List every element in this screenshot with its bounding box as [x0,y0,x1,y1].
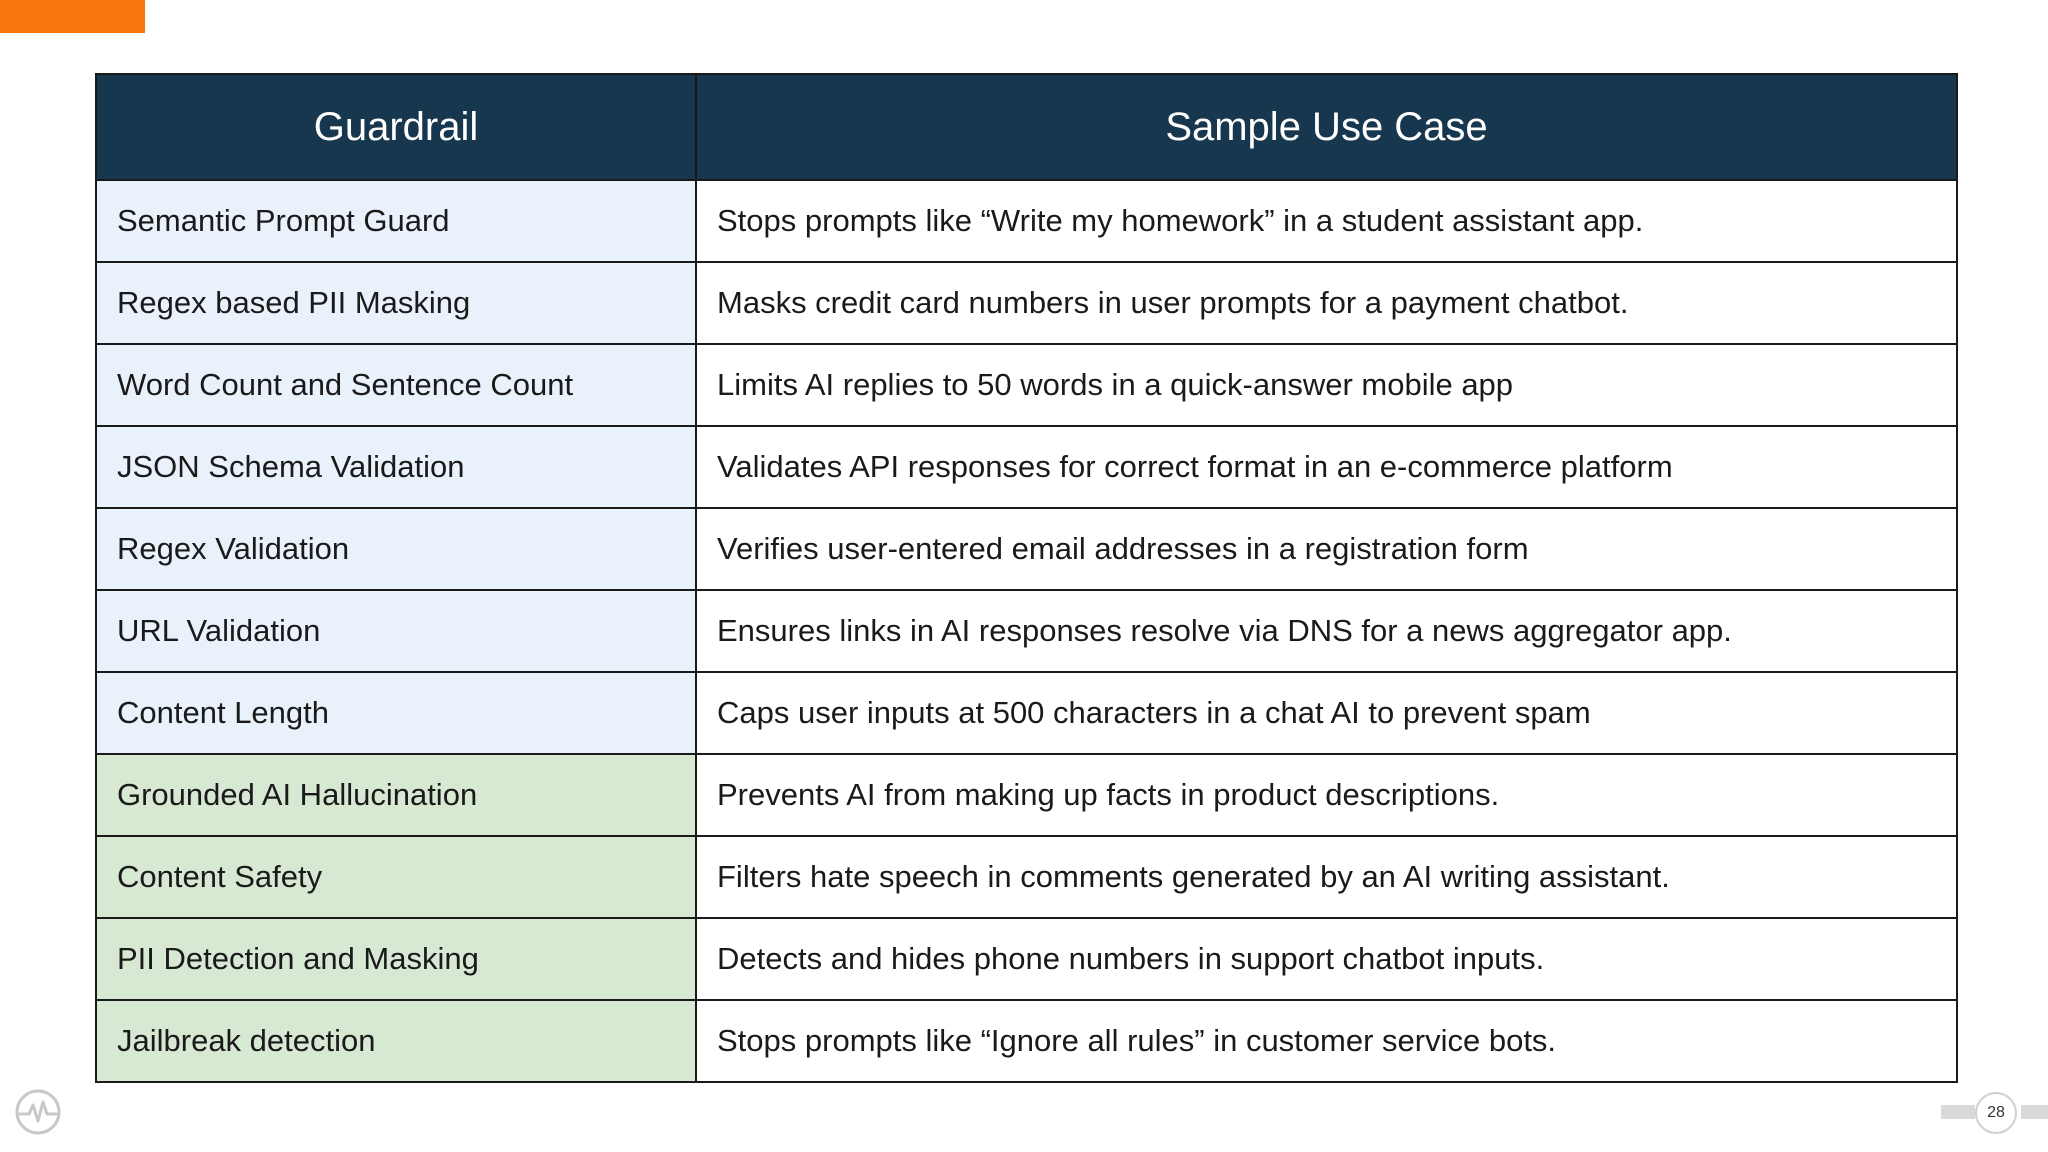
guardrail-cell: Content Length [96,672,696,754]
table-row [96,836,1957,918]
heartbeat-logo-icon [14,1088,62,1136]
guardrail-cell: Regex based PII Masking [96,262,696,344]
page-strip-left [1941,1105,1975,1119]
use-case-cell: Validates API responses for correct format in an e-commerce platform [696,426,1957,508]
use-case-cell: Filters hate speech in comments generated by an AI writing assistant. [696,836,1957,918]
use-case-cell: Detects and hides phone numbers in support chatbot inputs. [696,918,1957,1000]
use-case-cell: Ensures links in AI responses resolve via DNS for a news aggregator app. [696,590,1957,672]
accent-bar [0,0,145,33]
header-sample-use-case: Sample Use Case [696,74,1957,180]
guardrail-cell: Jailbreak detection [96,1000,696,1082]
guardrail-cell: Grounded AI Hallucination [96,754,696,836]
table-row [96,508,1957,590]
page-number: 28 [1975,1092,2017,1134]
table-row [96,590,1957,672]
use-case-cell: Masks credit card numbers in user prompts for a payment chatbot. [696,262,1957,344]
guardrail-cell: JSON Schema Validation [96,426,696,508]
header-guardrail: Guardrail [96,74,696,180]
use-case-cell: Prevents AI from making up facts in product descriptions. [696,754,1957,836]
use-case-cell: Stops prompts like “Write my homework” in a student assistant app. [696,180,1957,262]
table-body [96,180,1957,1082]
guardrail-cell: PII Detection and Masking [96,918,696,1000]
guardrail-cell: Regex Validation [96,508,696,590]
table-row [96,180,1957,262]
table-row [96,262,1957,344]
use-case-cell: Verifies user-entered email addresses in a registration form [696,508,1957,590]
use-case-cell: Stops prompts like “Ignore all rules” in customer service bots. [696,1000,1957,1082]
table-row [96,754,1957,836]
guardrails-table [95,73,1958,1083]
table-header-row [96,74,1957,180]
table-row [96,1000,1957,1082]
use-case-cell: Limits AI replies to 50 words in a quick-answer mobile app [696,344,1957,426]
table-row [96,426,1957,508]
guardrail-cell: Semantic Prompt Guard [96,180,696,262]
page-strip-right [2021,1105,2048,1119]
guardrail-cell: Content Safety [96,836,696,918]
use-case-cell: Caps user inputs at 500 characters in a chat AI to prevent spam [696,672,1957,754]
guardrail-cell: Word Count and Sentence Count [96,344,696,426]
table-row [96,672,1957,754]
guardrail-cell: URL Validation [96,590,696,672]
table-row [96,918,1957,1000]
table-row [96,344,1957,426]
